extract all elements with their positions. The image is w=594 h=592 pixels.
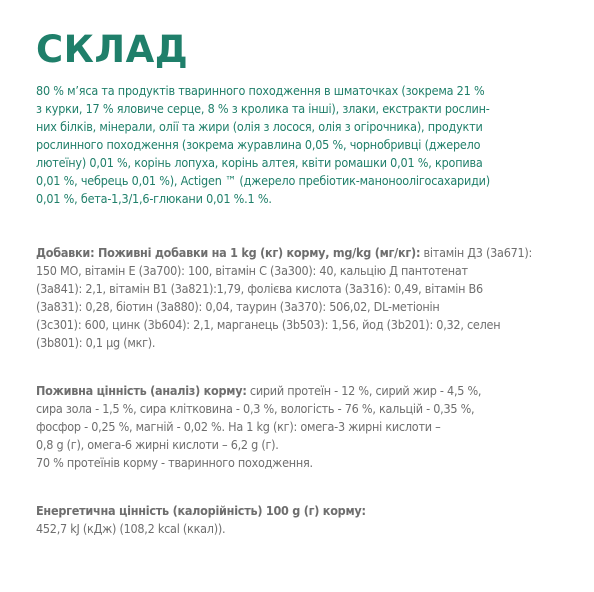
additives-label: Добавки: Поживні добавки на 1 kg (кг) корму, mg/kg (мг/кг): [36,245,421,260]
additives-paragraph [36,244,564,352]
nutrition-line: 0,8 g (г), омега-6 жирні кислоти – 6,2 g (г). [36,437,279,452]
composition-line: рослинного походження (зокрема журавлина 0,05 %, чорнобривці (джерело [36,137,481,152]
nutrition-first-line-text: сирий протеїн - 12 %, сирий жир - 4,5 %, [246,383,482,398]
energy-value: 452,7 kJ (кДж) (108,2 kcal (ккал)). [36,521,226,536]
composition-line: з курки, 17 % яловиче серце, 8 % з кролика та інші), злаки, екстракти рослин- [36,101,490,116]
composition-line: 0,01 %, чебрець 0,01 %), Actigen ™ (джерело пребіотик-маноноолігосахариди) [36,173,490,188]
additives-first-line [36,244,564,262]
nutrition-line: фосфор - 0,25 %, магній - 0,02 %. На 1 kg (кг): омега-3 жирні кислоти – [36,419,441,434]
energy-label: Енергетична цінність (калорійність) 100 g (г) корму: [36,503,366,518]
nutrition-paragraph [36,382,564,472]
nutrition-line: сира зола - 1,5 %, сира клітковина - 0,3 %, вологість - 76 %, кальцій - 0,35 %, [36,401,475,416]
composition-line: лютеїну) 0,01 %, корінь лопуха, корінь алтея, квіти ромашки 0,01 %, кропива [36,155,483,170]
additives-line: (3с301): 600, цинк (3b604): 2,1, марганець (3b503): 1,56, йод (3b201): 0,32, селен [36,317,501,332]
composition-line: 0,01 %, бета-1,3/1,6-глюкани 0,01 %.1 %. [36,191,272,206]
additives-first-line-text: вітамін Д3 (3а671): [420,245,533,260]
composition-line: них білків, мінерали, олії та жири (олія з лосося, олія з огірочника), продукти [36,119,483,134]
composition-paragraph [36,82,564,208]
nutrition-label: Поживна цінність (аналіз) корму: [36,383,247,398]
nutrition-line: 70 % протеїнів корму - тваринного походження. [36,455,313,470]
nutrition-first-line [36,382,564,400]
composition-line: 80 % м’яса та продуктів тваринного походження в шматочках (зокрема 21 % [36,83,485,98]
additives-line: (3а831): 0,28, біотин (3а880): 0,04, таурин (3а370): 506,02, DL-метіонін [36,299,440,314]
energy-paragraph [36,502,564,538]
additives-line: (3b801): 0,1 µg (мкг). [36,335,156,350]
page-title: СКЛАД [36,28,189,71]
additives-line: (3а841): 2,1, вітамін В1 (3а821):1,79, фолієва кислота (3а316): 0,49, вітамін В6 [36,281,483,296]
additives-line: 150 МО, вітамін Е (3а700): 100, вітамін С (3а300): 40, кальцію Д пантотенат [36,263,468,278]
